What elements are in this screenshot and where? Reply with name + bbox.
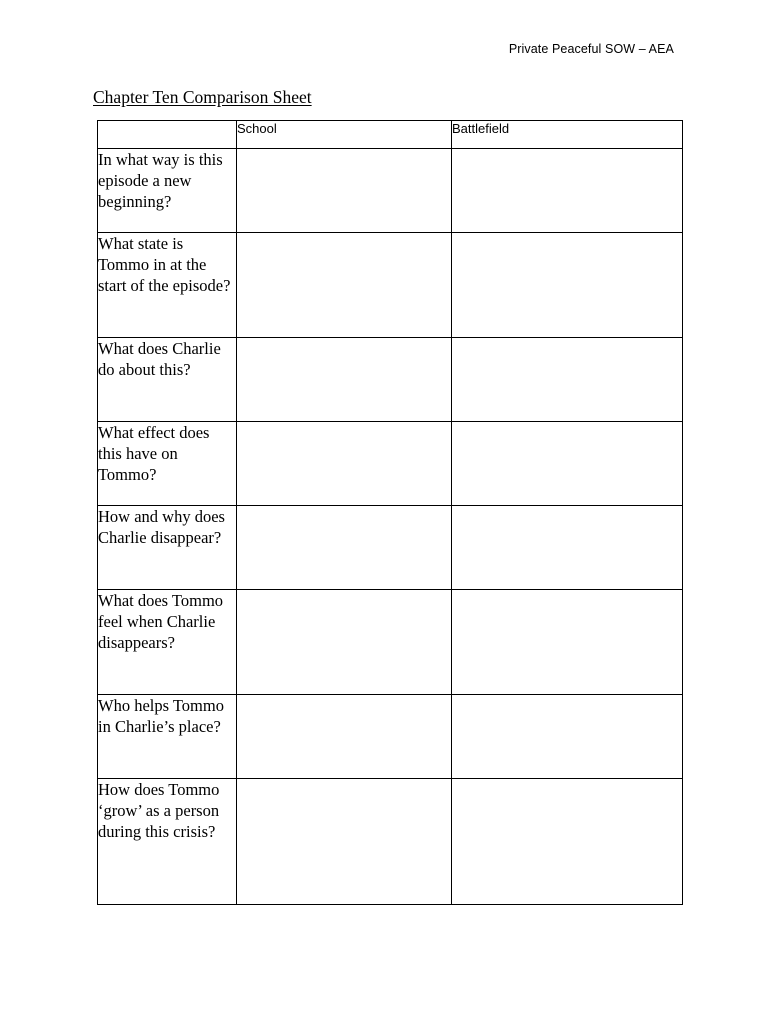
question-cell: What effect does this have on Tommo?	[98, 422, 237, 506]
battlefield-answer-cell[interactable]	[452, 338, 683, 422]
school-answer-cell[interactable]	[237, 695, 452, 779]
battlefield-answer-cell[interactable]	[452, 779, 683, 905]
table-row	[98, 233, 683, 338]
column-header-blank	[98, 121, 237, 149]
column-header-battlefield: Battlefield	[452, 121, 683, 149]
question-cell: In what way is this episode a new beginning?	[98, 149, 237, 233]
table-row	[98, 779, 683, 905]
table-header-row	[98, 121, 683, 149]
question-cell: How and why does Charlie disappear?	[98, 506, 237, 590]
table-row	[98, 695, 683, 779]
school-answer-cell[interactable]	[237, 149, 452, 233]
table-row	[98, 590, 683, 695]
table-row	[98, 506, 683, 590]
comparison-table	[97, 120, 683, 905]
page-title: Chapter Ten Comparison Sheet	[93, 87, 312, 107]
school-answer-cell[interactable]	[237, 233, 452, 338]
school-answer-cell[interactable]	[237, 779, 452, 905]
table-row	[98, 422, 683, 506]
question-cell: What does Charlie do about this?	[98, 338, 237, 422]
column-header-school: School	[237, 121, 452, 149]
running-header: Private Peaceful SOW – AEA	[508, 42, 674, 56]
battlefield-answer-cell[interactable]	[452, 506, 683, 590]
question-cell: What state is Tommo in at the start of the episode?	[98, 233, 237, 338]
school-answer-cell[interactable]	[237, 506, 452, 590]
battlefield-answer-cell[interactable]	[452, 695, 683, 779]
question-cell: Who helps Tommo in Charlie’s place?	[98, 695, 237, 779]
school-answer-cell[interactable]	[237, 422, 452, 506]
battlefield-answer-cell[interactable]	[452, 233, 683, 338]
school-answer-cell[interactable]	[237, 338, 452, 422]
question-cell: How does Tommo ‘grow’ as a person during this crisis?	[98, 779, 237, 905]
table-row	[98, 338, 683, 422]
school-answer-cell[interactable]	[237, 590, 452, 695]
battlefield-answer-cell[interactable]	[452, 422, 683, 506]
battlefield-answer-cell[interactable]	[452, 590, 683, 695]
question-cell: What does Tommo feel when Charlie disappears?	[98, 590, 237, 695]
battlefield-answer-cell[interactable]	[452, 149, 683, 233]
table-row	[98, 149, 683, 233]
